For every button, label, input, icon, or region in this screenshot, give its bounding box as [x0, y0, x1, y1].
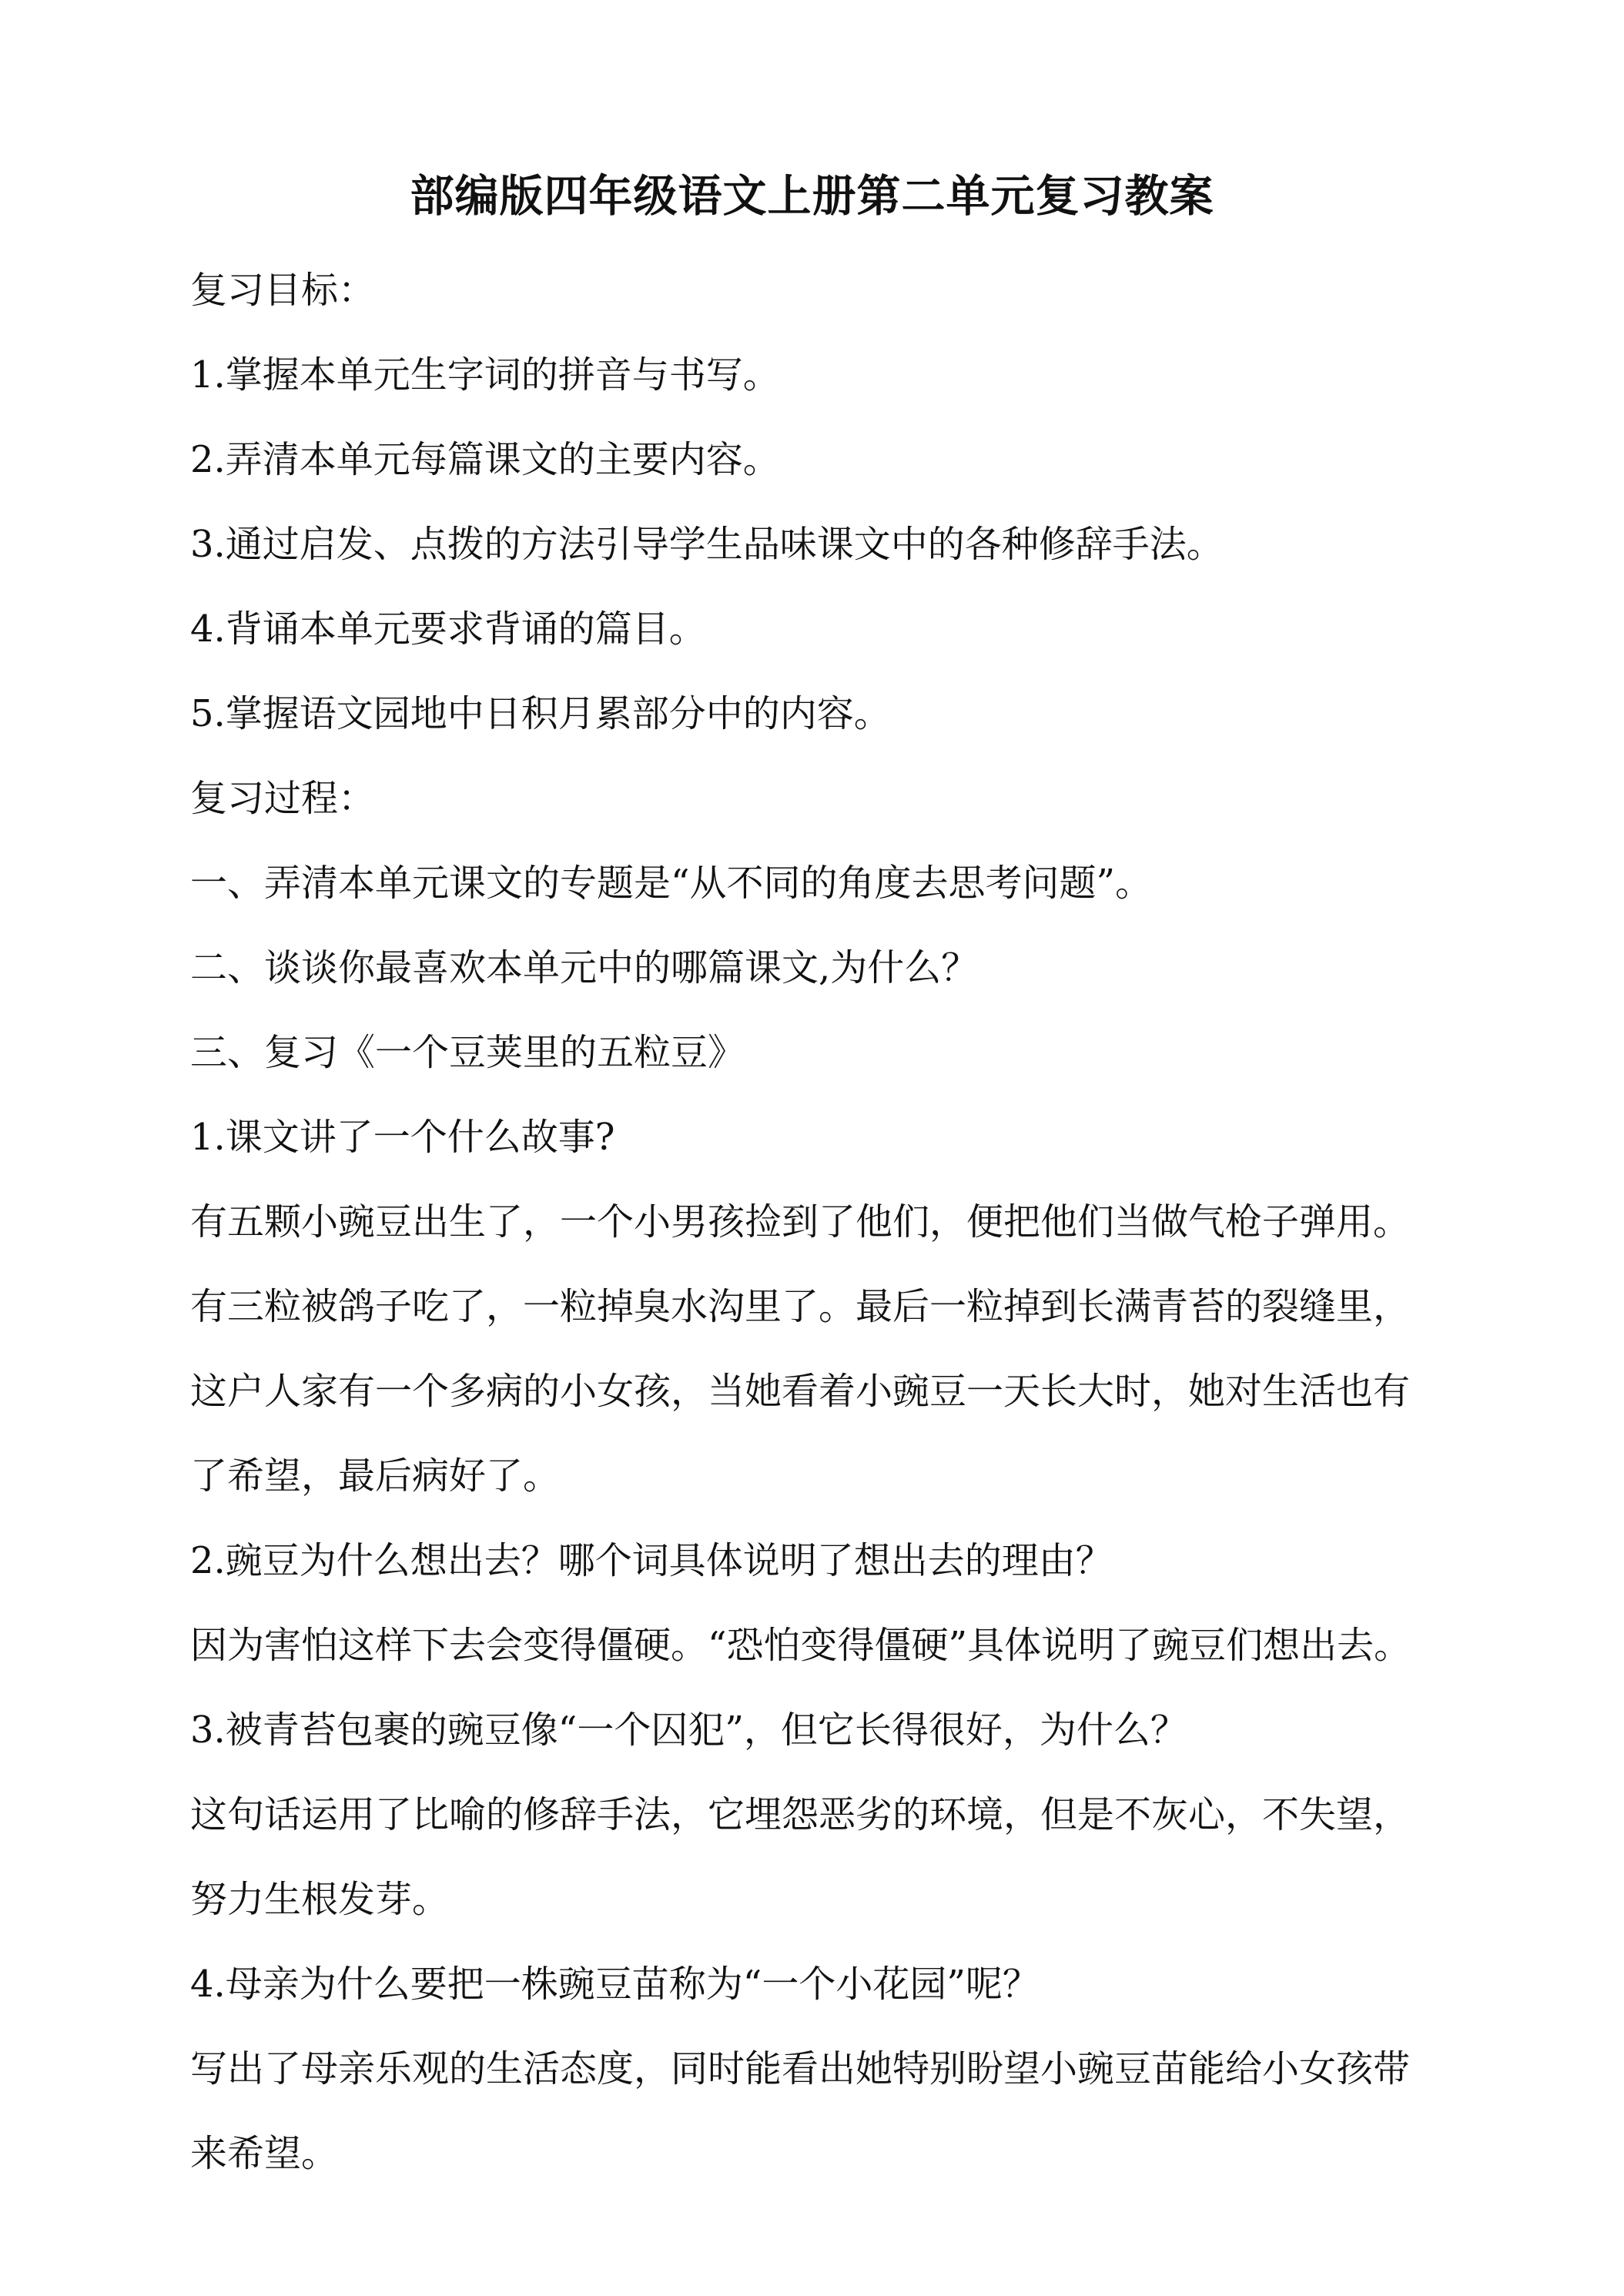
answer-2: 因为害怕这样下去会变得僵硬。“恐怕变得僵硬”具体说明了豌豆们想出去。: [190, 1624, 1411, 1667]
answer-1-line-2: 有三粒被鸽子吃了，一粒掉臭水沟里了。最后一粒掉到长满青苔的裂缝里，: [190, 1285, 1411, 1328]
question-3: 3.被青苔包裹的豌豆像“一个囚犯”，但它长得很好，为什么？: [190, 1709, 1187, 1752]
answer-1-line-1: 有五颗小豌豆出生了，一个小男孩捡到了他们，便把他们当做气枪子弹用。: [190, 1200, 1411, 1243]
question-4: 4.母亲为什么要把一株豌豆苗称为“一个小花园”呢？: [190, 1963, 1040, 2006]
process-step-2: 二、谈谈你最喜欢本单元中的哪篇课文,为什么？: [190, 946, 979, 989]
section-heading-goals: 复习目标：: [190, 269, 376, 312]
document-title: 部编版四年级语文上册第二单元复习教案: [410, 170, 1214, 222]
answer-1-line-4: 了希望，最后病好了。: [190, 1454, 561, 1498]
answer-4-line-1: 写出了母亲乐观的生活态度，同时能看出她特别盼望小豌豆苗能给小女孩带: [190, 2047, 1411, 2090]
process-step-1: 一、弄清本单元课文的专题是“从不同的角度去思考问题”。: [190, 862, 1153, 905]
answer-1-line-3: 这户人家有一个多病的小女孩，当她看着小豌豆一天长大时，她对生活也有: [190, 1370, 1411, 1413]
goal-item-4: 4.背诵本单元要求背诵的篇目。: [190, 607, 706, 651]
answer-3-line-2: 努力生根发芽。: [190, 1878, 450, 1921]
question-2: 2.豌豆为什么想出去？哪个词具体说明了想出去的理由？: [190, 1539, 1113, 1582]
answer-3-line-1: 这句话运用了比喻的修辞手法，它埋怨恶劣的环境，但是不灰心，不失望，: [190, 1793, 1411, 1836]
process-step-3: 三、复习《一个豆荚里的五粒豆》: [190, 1031, 745, 1074]
goal-item-3: 3.通过启发、点拨的方法引导学生品味课文中的各种修辞手法。: [190, 523, 1224, 566]
section-heading-process: 复习过程：: [190, 777, 376, 820]
document-body: [190, 248, 1453, 2196]
goal-item-1: 1.掌握本单元生字词的拼音与书写。: [190, 353, 780, 397]
answer-4-line-2: 来希望。: [190, 2132, 339, 2175]
goal-item-2: 2.弄清本单元每篇课文的主要内容。: [190, 438, 780, 481]
question-1: 1.课文讲了一个什么故事?: [190, 1116, 615, 1159]
goal-item-5: 5.掌握语文园地中日积月累部分中的内容。: [190, 692, 891, 735]
